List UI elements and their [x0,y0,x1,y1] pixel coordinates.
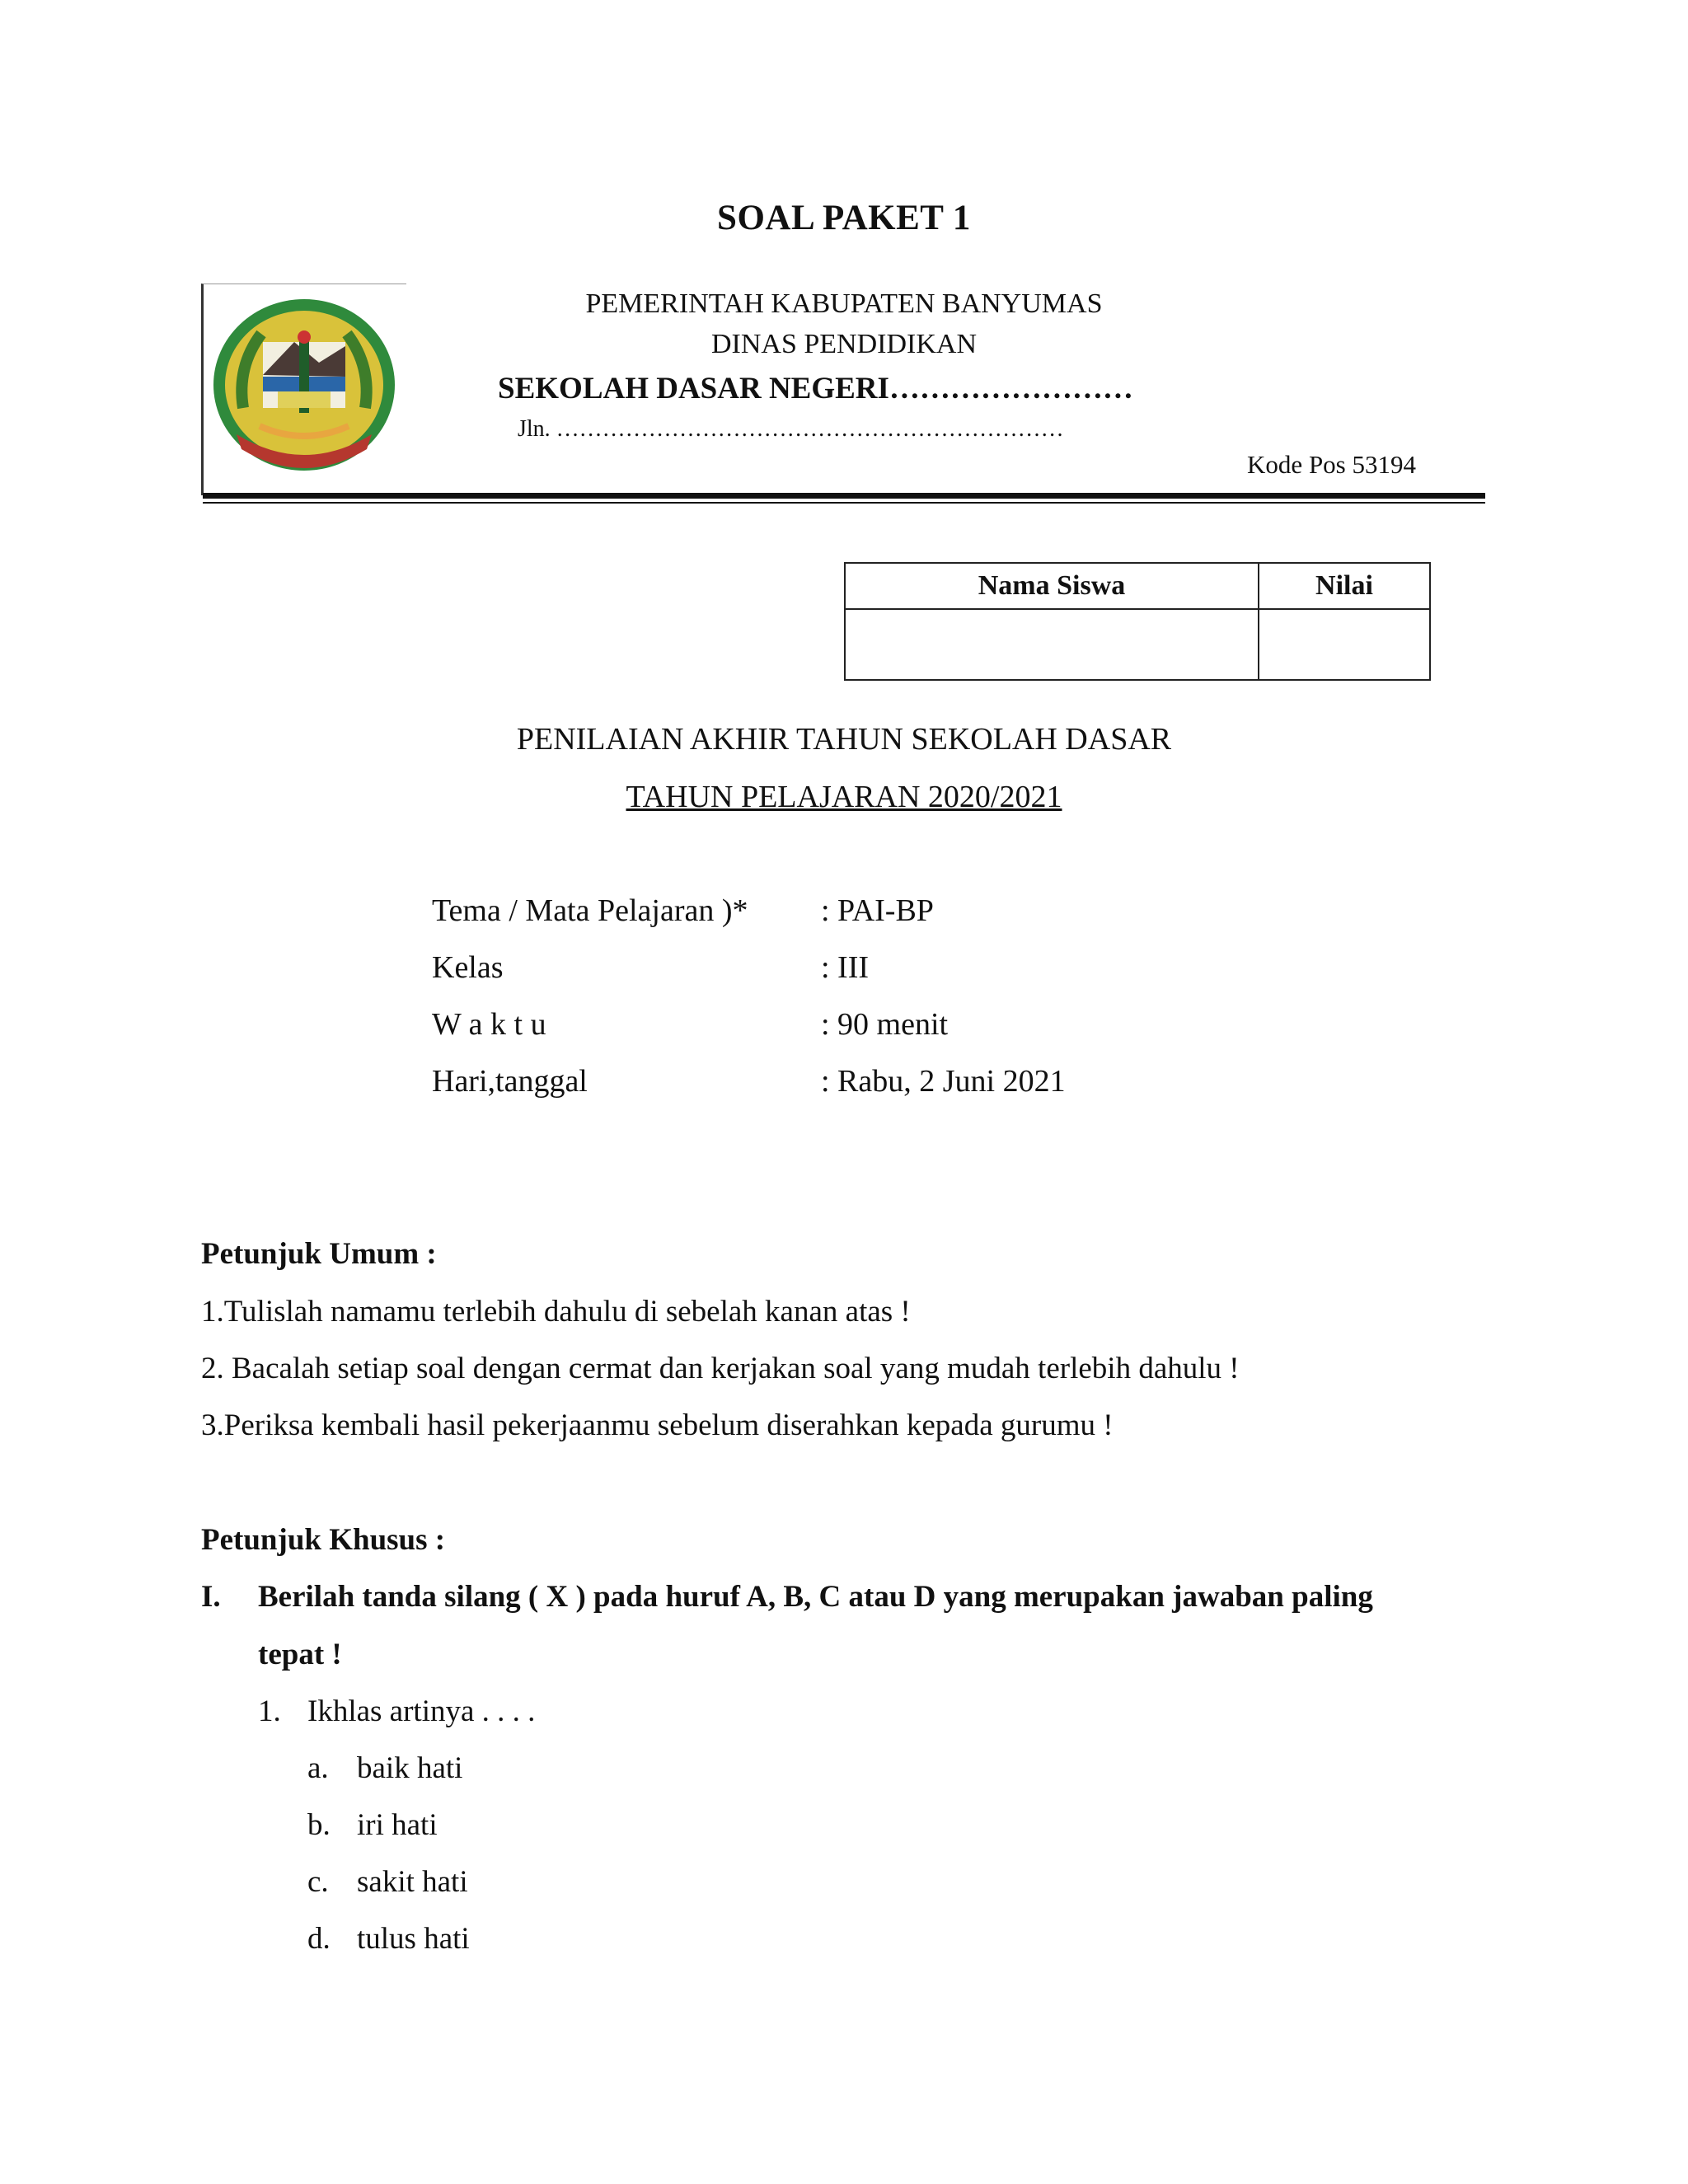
general-instruction-item: 3.Periksa kembali hasil pekerjaanmu sebelum diserahkan kepada gurumu ! [201,1408,1114,1442]
option-text-d[interactable]: tulus hati [357,1922,470,1956]
option-letter-a[interactable]: a. [307,1751,329,1785]
score-field[interactable] [1259,609,1430,680]
question-text: Ikhlas artinya . . . . [307,1694,536,1728]
student-id-table [844,562,1431,681]
letterhead-postal-code: Kode Pos 53194 [1247,450,1416,479]
option-text-a[interactable]: baik hati [357,1751,463,1785]
info-value-date: : Rabu, 2 Juni 2021 [821,1064,1066,1099]
info-value-subject: : PAI-BP [821,893,934,928]
info-label-subject: Tema / Mata Pelajaran )* [432,893,748,928]
letterhead-government: PEMERINTAH KABUPATEN BANYUMAS [585,288,1103,319]
option-text-b[interactable]: iri hati [357,1808,438,1842]
exam-year: TAHUN PELAJARAN 2020/2021 [626,780,1062,814]
score-header: Nilai [1259,563,1430,609]
question-number: 1. [258,1694,281,1728]
option-text-c[interactable]: sakit hati [357,1865,468,1899]
section-number: I. [201,1580,221,1614]
general-instructions-heading: Petunjuk Umum : [201,1237,437,1271]
info-label-date: Hari,tanggal [432,1064,588,1099]
option-letter-b[interactable]: b. [307,1808,331,1842]
option-letter-d[interactable]: d. [307,1922,331,1956]
exam-title: PENILAIAN AKHIR TAHUN SEKOLAH DASAR [516,722,1172,757]
option-letter-c[interactable]: c. [307,1865,329,1899]
info-label-time: W a k t u [432,1007,546,1042]
letterhead-department: DINAS PENDIDIKAN [710,329,978,359]
letterhead-school: SEKOLAH DASAR NEGERI…………………… [498,372,1133,405]
section-instruction-line1: Berilah tanda silang ( X ) pada huruf A, B, C atau D yang merupakan jawaban paling [258,1580,1373,1614]
info-label-class: Kelas [432,950,504,985]
special-instructions-heading: Petunjuk Khusus : [201,1523,446,1557]
letterhead-address: Jln. ………………………………………………………… [518,416,1064,442]
section-instruction-line2: tepat ! [258,1638,342,1671]
page-title: SOAL PAKET 1 [717,199,971,237]
general-instruction-item: 1.Tulislah namamu terlebih dahulu di sebelah kanan atas ! [201,1295,911,1329]
student-name-field[interactable] [845,609,1259,680]
general-instruction-item: 2. Bacalah setiap soal dengan cermat dan kerjakan soal yang mudah terlebih dahulu ! [201,1352,1240,1385]
letterhead-rule-thick [203,493,1485,499]
letterhead-rule-thin [203,502,1485,504]
student-name-header: Nama Siswa [845,563,1259,609]
info-value-time: : 90 menit [821,1007,949,1042]
info-value-class: : III [821,950,870,985]
